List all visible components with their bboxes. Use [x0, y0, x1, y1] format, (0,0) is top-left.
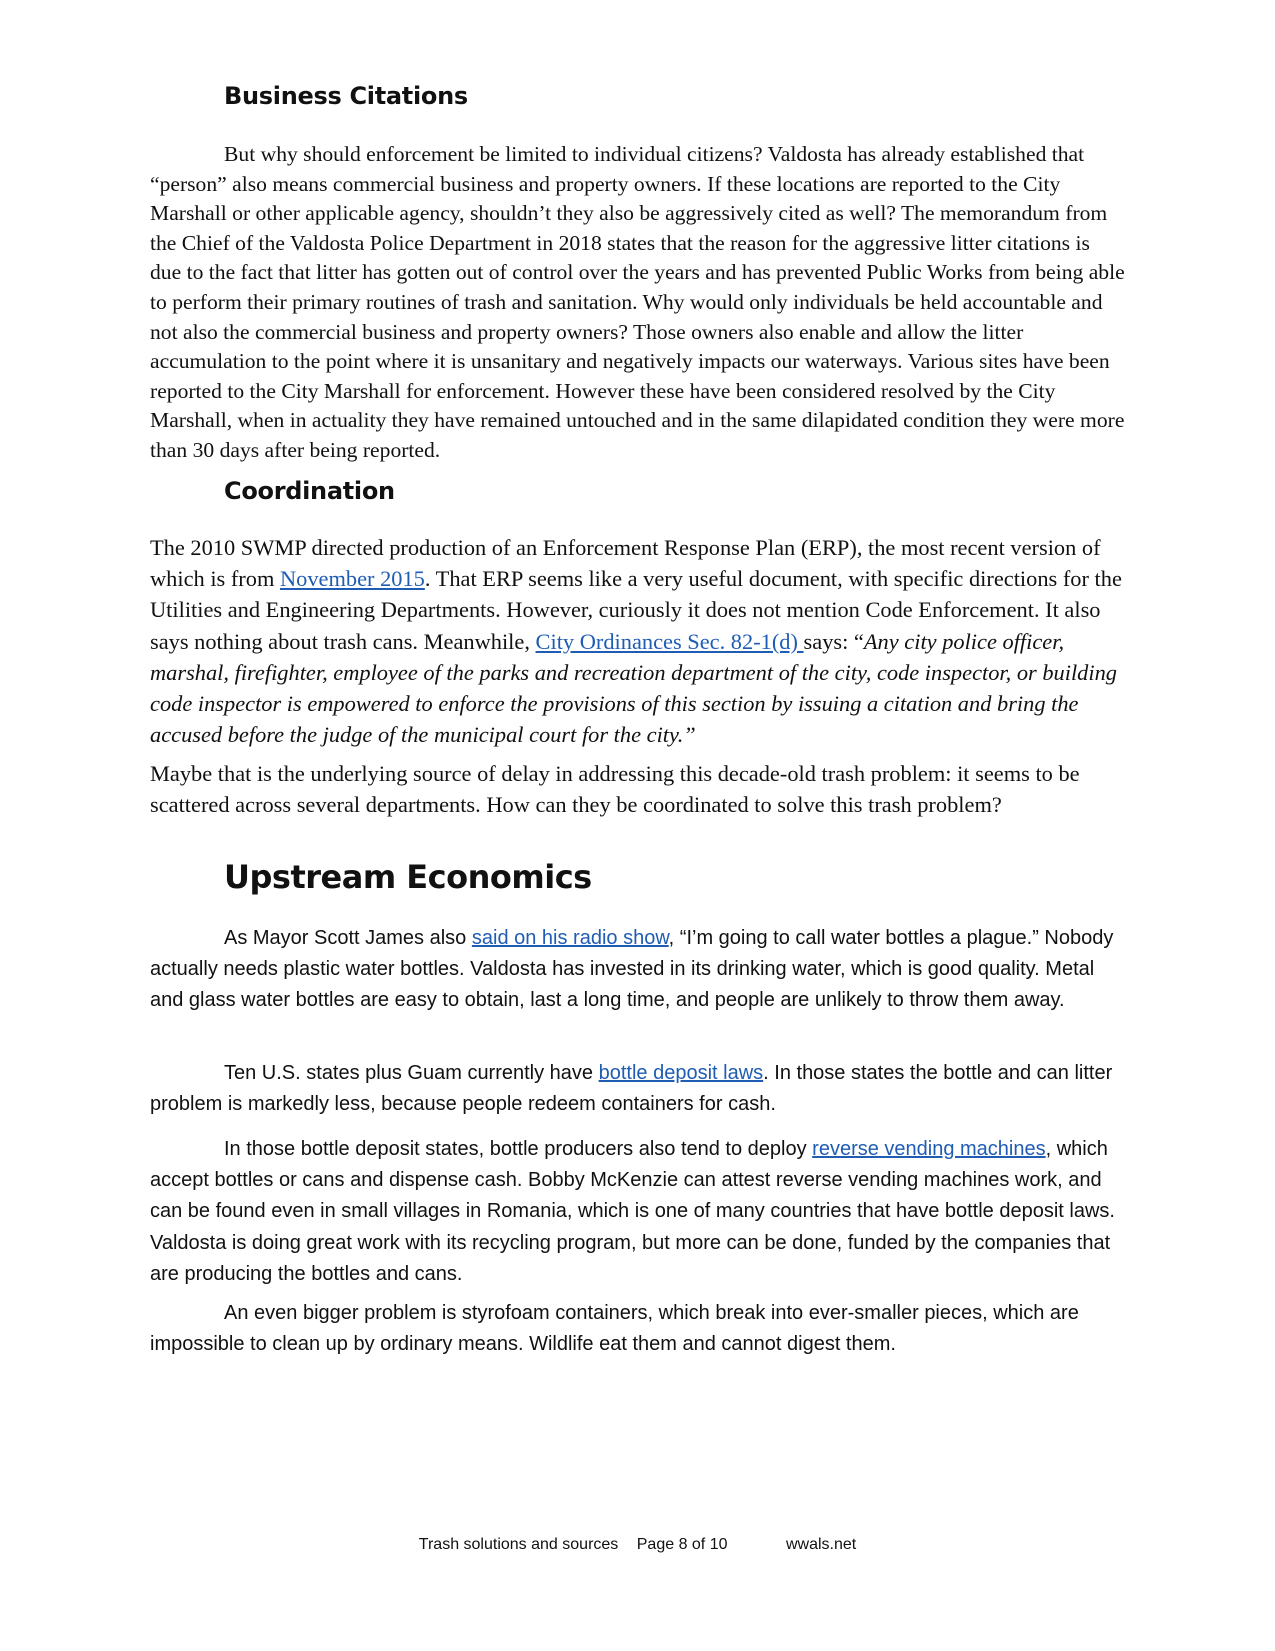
paragraph-upstream-2: [150, 1058, 1125, 1120]
paragraph-text: says: “: [803, 628, 864, 654]
paragraph-text: . That ERP seems like a very useful document, with specific directions for the Utilities and Engineering Departments. However, curiously it does not mention Code Enforcement. It also says nothing about trash cans. Meanwhile,: [150, 566, 1122, 654]
paragraph-upstream-3: [150, 1134, 1125, 1290]
page-footer: [0, 1536, 1275, 1554]
paragraph-coordination-2: Maybe that is the underlying source of delay in addressing this decade-old trash problem: it seems to be scattered across several departments. How can they be coordinated to solve this trash problem?: [150, 761, 1080, 817]
paragraph-text: But why should enforcement be limited to individual citizens? Valdosta has already established that “person” also means commercial business and property owners. If these locations are reported to the City Marshall or other applicable agency, shouldn’t they also be aggressively cited as well? The memorandum from the Chief of the Valdosta Police Department in 2018 states that the reason for the aggressive litter citations is due to the fact that litter has gotten out of control over the years and has prevented Public Works from being able to perform their primary routines of trash and sanitation. Why would only individuals be held accountable and not also the commercial business and property owners? Those owners also enable and allow the litter accumulation to the point where it is unsanitary and negatively impacts our waterways. Various sites have been reported to the City Marshall for enforcement. However these have been considered resolved by the City Marshall, when in actuality they have remained untouched and in the same dilapidated condition they were more than 30 days after being reported.: [150, 142, 1125, 462]
paragraph-coordination-1: [150, 532, 1125, 750]
paragraph-text: , “I’m going to call water bottles a plague.” Nobody actually needs plastic water bottles. Valdosta has invested in its drinking water, which is good quality. Metal and glass water bottles are easy to obtain, last a long time, and people are unlikely to throw them away.: [150, 927, 1114, 1012]
paragraph-text: , which accept bottles or cans and dispense cash. Bobby McKenzie can attest reverse vending machines work, and can be found even in small villages in Romania, which is one of many countries that have bottle deposit laws. Valdosta is doing great work with its recycling program, but more can be done, funded by the companies that are producing the bottles and cans.: [150, 1138, 1115, 1285]
paragraph-upstream-1: [150, 923, 1125, 1017]
paragraph-text: As Mayor Scott James also: [224, 927, 472, 949]
heading-business-citations: Business Citations: [224, 82, 468, 110]
footer-site: wwals.net: [785, 1536, 857, 1553]
link-november-2015[interactable]: November 2015: [279, 566, 425, 592]
footer-title: Trash solutions and sources: [418, 1536, 619, 1553]
heading-coordination: Coordination: [224, 477, 395, 505]
paragraph-text: An even bigger problem is styrofoam containers, which break into ever-smaller pieces, which are impossible to clean up by ordinary means. Wildlife eat them and cannot digest them.: [150, 1302, 1079, 1356]
paragraph-upstream-4: [150, 1298, 1125, 1360]
link-radio-show[interactable]: said on his radio show: [471, 927, 669, 949]
paragraph-text: In those bottle deposit states, bottle producers also tend to deploy: [224, 1138, 813, 1160]
paragraph-text: Ten U.S. states plus Guam currently have: [224, 1062, 599, 1084]
link-city-ordinances[interactable]: City Ordinances Sec. 82-1(d): [535, 628, 804, 654]
link-reverse-vending-machines[interactable]: reverse vending machines: [812, 1138, 1046, 1160]
link-bottle-deposit-laws[interactable]: bottle deposit laws: [598, 1062, 764, 1084]
paragraph-business-citations: [150, 140, 1125, 466]
footer-page-number: Page 8 of 10: [636, 1536, 728, 1553]
ordinance-quote: Any city police officer, marshal, firefighter, employee of the parks and recreation department of the city, code inspector, or building code inspector is empowered to enforce the provisions of this section by issuing a citation and bring the accused before the judge of the municipal court for the city.”: [150, 628, 1117, 748]
heading-upstream-economics: Upstream Economics: [224, 858, 592, 896]
paragraph-text: The 2010 SWMP directed production of an Enforcement Response Plan (ERP), the most recent version of which is from: [150, 535, 1101, 592]
paragraph-text: . In those states the bottle and can litter problem is markedly less, because people redeem containers for cash.: [150, 1062, 1113, 1116]
